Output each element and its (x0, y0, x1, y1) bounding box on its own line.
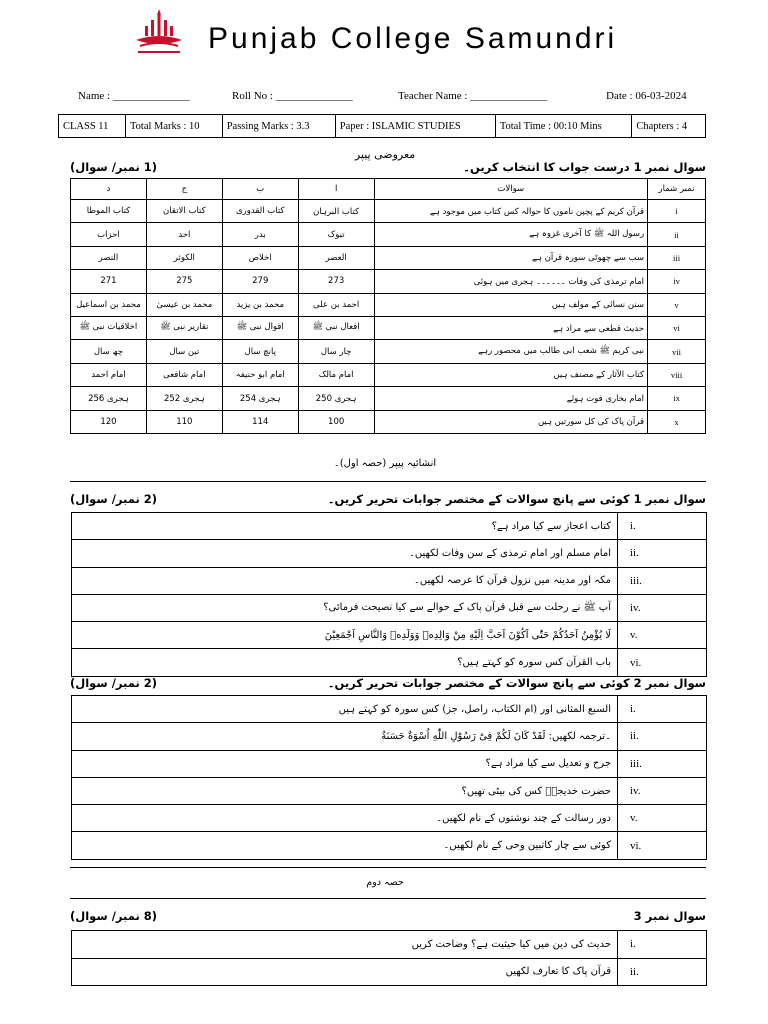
option-b: بدر (222, 223, 298, 246)
date-field: Date : 06-03-2024 (606, 90, 687, 102)
question-number: ii. (618, 723, 707, 750)
serial-number: viii (648, 363, 706, 386)
serial-number: i (648, 200, 706, 223)
option-c-header: ج (146, 179, 222, 200)
question-text: امام بخاری فوت ہوئے (374, 387, 647, 410)
part-two-title: حصہ دوم (366, 877, 404, 888)
subjective-paper-title: انشائیہ پیپر (حصہ اول)۔ (333, 458, 437, 469)
option-a: امام مالک (298, 363, 374, 386)
question-text: کتاب الآثار کے مصنف ہیں (374, 363, 647, 386)
mcq-row (71, 340, 706, 363)
mcq-header-row (71, 179, 706, 200)
question-text: امام مسلم اور امام ترمذی کے سن وفات لکھیں۔ (72, 540, 618, 567)
mcq-table (70, 178, 706, 434)
option-d-header: د (71, 179, 147, 200)
objective-marks: (1 نمبر/ سوال) (70, 160, 158, 174)
option-c: احد (146, 223, 222, 246)
long-question-table (71, 930, 707, 986)
mcq-row (71, 200, 706, 223)
short-question-2-table (71, 695, 707, 860)
option-a: تبوک (298, 223, 374, 246)
option-a: افعال نبی ﷺ (298, 316, 374, 339)
serial-number-header: نمبر شمار (648, 179, 706, 200)
short-question-2-marks: (2 نمبر/ سوال) (70, 676, 158, 690)
long-question-marks: (8 نمبر/ سوال) (70, 909, 158, 923)
short-question-1-heading: سوال نمبر 1 کوئی سے پانچ سوالات کے مختصر جوابات تحریر کریں۔ (327, 492, 706, 506)
option-c: 110 (146, 410, 222, 433)
question-row (72, 723, 707, 750)
option-b: اخلاص (222, 246, 298, 269)
question-text: کتاب اعجاز سے کیا مراد ہے؟ (72, 513, 618, 540)
question-row (72, 540, 707, 567)
option-a: احمد بن علی (298, 293, 374, 316)
option-d: امام احمد (71, 363, 147, 386)
option-a: 273 (298, 270, 374, 293)
question-text: لَا یُؤْمِنُ اَحَدُکُمْ حَتّٰی اَکُوْنَ اَحَبَّ اِلَیْهِ مِنْ وَالِدِهٖ وَوَلَدِهٖ وَالنَّاسِ اَجْمَعِیْنَ (72, 622, 618, 649)
question-row (72, 832, 707, 859)
option-d: کتاب الموطا (71, 200, 147, 223)
college-name: Punjab College Samundri (208, 22, 618, 55)
option-c: محمد بن عیسیٰ (146, 293, 222, 316)
divider (70, 898, 706, 899)
objective-paper-title: معروضی پیپر (354, 148, 416, 161)
chapters-cell: Chapters : 4 (632, 115, 706, 138)
question-text: امام ترمذی کی وفات ۔۔۔۔۔۔ ہجری میں ہوئی (374, 270, 647, 293)
exam-info-table (58, 114, 706, 138)
option-c: 275 (146, 270, 222, 293)
question-number: ii. (618, 958, 707, 986)
serial-number: vii (648, 340, 706, 363)
question-number: iv. (618, 594, 707, 621)
question-row (72, 567, 707, 594)
question-text: رسول اللہ ﷺ کا آخری غزوہ ہے (374, 223, 647, 246)
question-text: کوئی سے چار کاتبین وحی کے نام لکھیں۔ (72, 832, 618, 859)
option-d: 271 (71, 270, 147, 293)
option-a: 100 (298, 410, 374, 433)
mcq-row (71, 223, 706, 246)
question-text: حدیث قطعی سے مراد ہے (374, 316, 647, 339)
question-row (72, 805, 707, 832)
serial-number: ii (648, 223, 706, 246)
option-b: 279 (222, 270, 298, 293)
option-a: کتاب البرہان (298, 200, 374, 223)
question-row (72, 513, 707, 540)
mcq-row (71, 246, 706, 269)
question-text: قرآن پاک کا تعارف لکھیں (72, 958, 618, 986)
passing-marks-cell: Passing Marks : 3.3 (222, 115, 335, 138)
serial-number: vi (648, 316, 706, 339)
serial-number: ix (648, 387, 706, 410)
option-b: ہجری 254 (222, 387, 298, 410)
question-number: ii. (618, 540, 707, 567)
question-text: قرآن کریم کے پچپن ناموں کا حوالہ کس کتاب میں موجود ہے (374, 200, 647, 223)
option-d: ہجری 256 (71, 387, 147, 410)
question-text: دور رسالت کے چند نوشتوں کے نام لکھیں۔ (72, 805, 618, 832)
option-c: امام شافعی (146, 363, 222, 386)
option-b: پانچ سال (222, 340, 298, 363)
option-d: احزاب (71, 223, 147, 246)
question-text: سب سے چھوٹی سورہ قرآن ہے (374, 246, 647, 269)
option-c: کتاب الاتقان (146, 200, 222, 223)
option-b: 114 (222, 410, 298, 433)
question-row (72, 958, 707, 986)
roll-no-field: Roll No : ______________ (232, 90, 353, 102)
question-row (72, 696, 707, 723)
short-question-1-marks: (2 نمبر/ سوال) (70, 492, 158, 506)
serial-number: iv (648, 270, 706, 293)
mcq-row (71, 363, 706, 386)
option-b: محمد بن یزید (222, 293, 298, 316)
option-b-header: ب (222, 179, 298, 200)
option-a: ہجری 250 (298, 387, 374, 410)
question-text: سنن نسائی کے مولف ہیں (374, 293, 647, 316)
name-field: Name : ______________ (78, 90, 190, 102)
total-time-cell: Total Time : 00:10 Mins (495, 115, 632, 138)
question-number: vi. (618, 649, 707, 676)
question-number: vi. (618, 832, 707, 859)
class-cell: CLASS 11 (59, 115, 126, 138)
serial-number: v (648, 293, 706, 316)
mcq-row (71, 293, 706, 316)
mcq-row (71, 410, 706, 433)
option-a: العصر (298, 246, 374, 269)
option-c: الکوثر (146, 246, 222, 269)
question-number: v. (618, 622, 707, 649)
question-text: آپ ﷺ نے رحلت سے قبل قرآن پاک کے حوالے سے کیا نصیحت فرمائی؟ (72, 594, 618, 621)
serial-number: iii (648, 246, 706, 269)
question-text: جرح و تعدیل سے کیا مراد ہے؟ (72, 750, 618, 777)
option-d: 120 (71, 410, 147, 433)
question-text: قرآن پاک کی کل سورتیں ہیں (374, 410, 647, 433)
total-marks-cell: Total Marks : 10 (125, 115, 222, 138)
teacher-name-field: Teacher Name : ______________ (398, 90, 548, 102)
option-d: محمد بن اسماعیل (71, 293, 147, 316)
option-b: امام ابو حنیفہ (222, 363, 298, 386)
question-row (72, 649, 707, 676)
question-row (72, 622, 707, 649)
question-number: iv. (618, 777, 707, 804)
question-text: نبی کریم ﷺ شعب ابی طالب میں محصور رہے (374, 340, 647, 363)
questions-header: سوالات (374, 179, 647, 200)
option-c: تقاریر نبی ﷺ (146, 316, 222, 339)
question-number: iii. (618, 567, 707, 594)
question-text: حدیث کی دین میں کیا حیثیت ہے؟ وضاحت کریں (72, 931, 618, 959)
long-question-heading: سوال نمبر 3 (633, 909, 706, 923)
question-number: i. (618, 696, 707, 723)
short-question-2-heading: سوال نمبر 2 کوئی سے پانچ سوالات کے مختصر جوابات تحریر کریں۔ (327, 676, 706, 690)
college-logo (130, 6, 188, 58)
option-a: چار سال (298, 340, 374, 363)
option-b: اقوال نبی ﷺ (222, 316, 298, 339)
option-c: ہجری 252 (146, 387, 222, 410)
question-row (72, 594, 707, 621)
objective-question: سوال نمبر 1 درست جواب کا انتخاب کریں۔ (463, 160, 706, 174)
mcq-row (71, 387, 706, 410)
question-text: مکہ اور مدینہ میں نزول قرآن کا عرصہ لکھیں۔ (72, 567, 618, 594)
mcq-row (71, 270, 706, 293)
divider (70, 867, 706, 868)
question-text: حضرت خدیجہؓ کس کی بیٹی تھیں؟ (72, 777, 618, 804)
question-text: ۔ترجمہ لکھیں: لَقَدْ کَانَ لَکُمْ فِیْ رَسُوْلِ اللّٰهِ اُسْوَةٌ حَسَنَةٌ (72, 723, 618, 750)
question-text: باب القرآن کس سورہ کو کہتے ہیں؟ (72, 649, 618, 676)
question-number: iii. (618, 750, 707, 777)
question-text: السبع المثانی اور (ام الکتاب، راصل، جز) کس سورہ کو کہتے ہیں (72, 696, 618, 723)
paper-cell: Paper : ISLAMIC STUDIES (335, 115, 495, 138)
serial-number: x (648, 410, 706, 433)
question-number: i. (618, 931, 707, 959)
option-d: اخلاقیات نبی ﷺ (71, 316, 147, 339)
option-d: چھ سال (71, 340, 147, 363)
option-a-header: ا (298, 179, 374, 200)
question-number: i. (618, 513, 707, 540)
question-row (72, 750, 707, 777)
option-c: تین سال (146, 340, 222, 363)
question-number: v. (618, 805, 707, 832)
short-question-1-table (71, 512, 707, 677)
option-b: کتاب القدوری (222, 200, 298, 223)
divider (70, 481, 706, 482)
question-row (72, 777, 707, 804)
question-row (72, 931, 707, 959)
mcq-row (71, 316, 706, 339)
option-d: النصر (71, 246, 147, 269)
